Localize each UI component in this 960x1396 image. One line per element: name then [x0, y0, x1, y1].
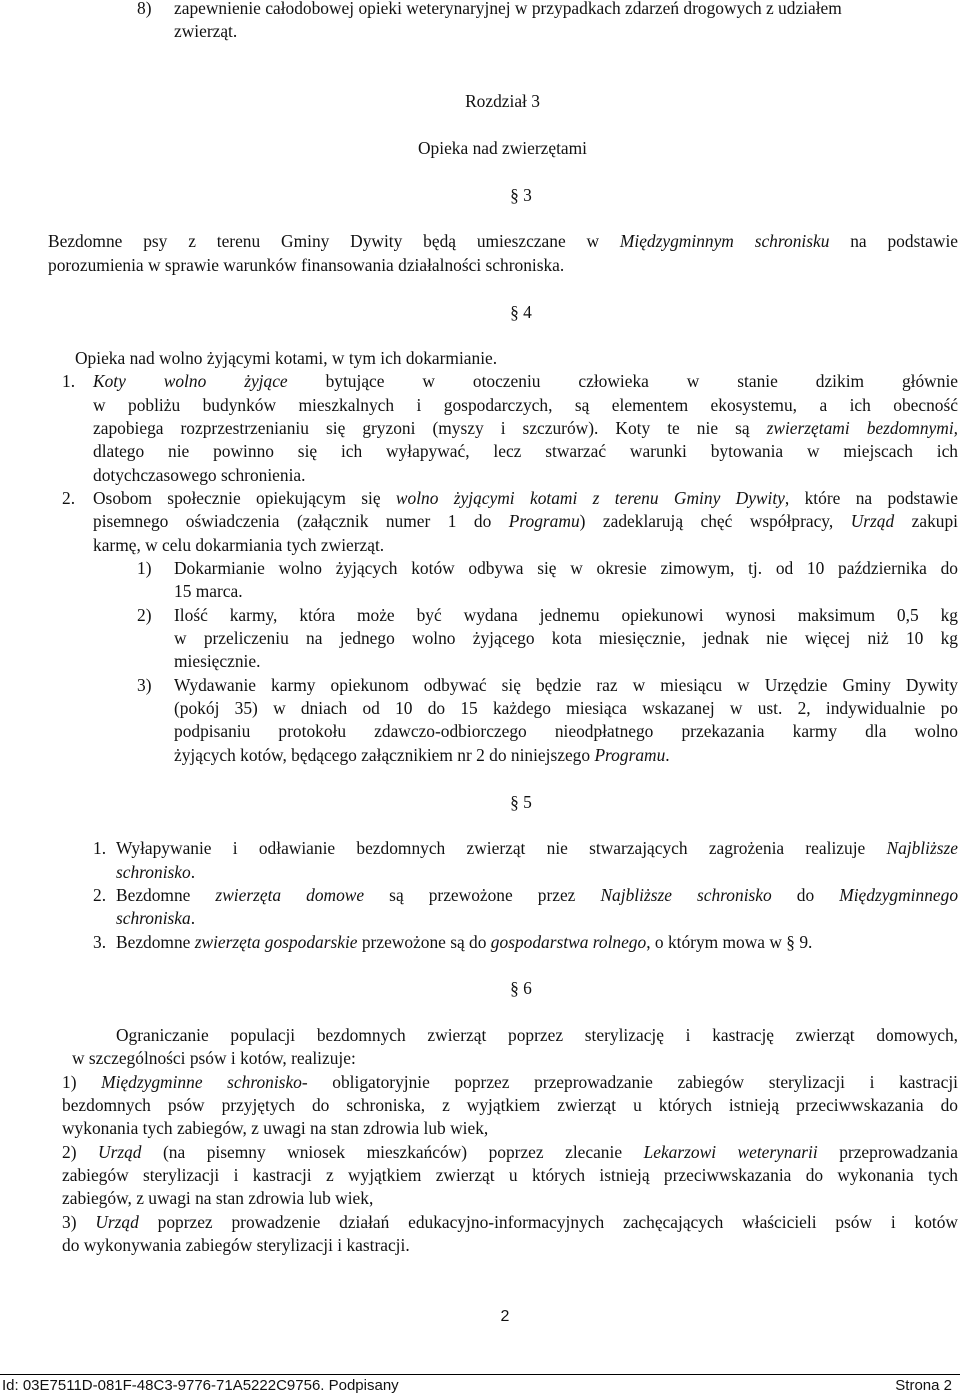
section-sign: § 5	[510, 792, 532, 812]
paragraph-line: 15 marca.	[174, 581, 243, 601]
paragraph-line: 2) Urząd (na pisemny wniosek mieszkańców) poprzez zlecanie Lekarzowi weterynarii przeprowadzania	[62, 1142, 958, 1162]
paragraph-line: Dokarmianie wolno żyjących kotów odbywa się w okresie zimowym, tj. od 10 października do	[174, 558, 958, 578]
paragraph-line: zapobiega rozprzestrzenianiu się gryzoni (myszy i szczurów). Koty te nie są zwierzętami bezdomnymi,	[93, 418, 958, 438]
paragraph-line: Osobom społecznie opiekującym się wolno żyjącymi kotami z terenu Gminy Dywity, które na podstawie	[93, 488, 958, 508]
paragraph-line: 1) Międzygminne schronisko- obligatoryjnie poprzez przeprowadzanie zabiegów sterylizacji i kastracji	[62, 1072, 958, 1092]
paragraph-line: Bezdomne zwierzęta gospodarskie przewożone są do gospodarstwa rolnego, o którym mowa w § 9.	[116, 932, 813, 952]
paragraph-line: dotychczasowego schronienia.	[93, 465, 306, 485]
section-sign: § 4	[510, 302, 532, 322]
list-number: 1.	[93, 838, 107, 858]
paragraph-line: wykonania tych zabiegów, z uwagi na stan zdrowia lub wiek,	[62, 1118, 489, 1138]
document-id: Id: 03E7511D-081F-48C3-9776-71A5222C9756. Podpisany	[2, 1377, 399, 1394]
paragraph-line: w pobliżu budynków mieszkalnych i gospodarczych, są elementem ekosystemu, a ich obecność	[93, 395, 958, 415]
paragraph-line: porozumienia w sprawie warunków finansowania działalności schroniska.	[48, 255, 565, 275]
list-number: 3.	[93, 932, 107, 952]
paragraph-line: Wyłapywanie i odławianie bezdomnych zwierząt nie stwarzających zagrożenia realizuje Najbliższe	[116, 838, 958, 858]
list-number: 2.	[62, 488, 76, 508]
list-number: 2)	[137, 605, 152, 625]
list-number: 1)	[62, 1072, 77, 1092]
paragraph-line: Ograniczanie populacji bezdomnych zwierząt poprzez sterylizację i kastrację zwierząt domowych,	[116, 1025, 958, 1045]
paragraph-line: pisemnego oświadczenia (załącznik numer 1 do Programu) zadeklarują chęć współpracy, Urząd zakupi	[93, 511, 959, 531]
paragraph-line: podpisaniu protokołu zdawczo-odbiorczego nieodpłatnego przekazania karmy dla wolno	[174, 721, 958, 741]
section-sign: § 6	[510, 978, 532, 998]
list-number: 3)	[62, 1212, 77, 1232]
list-number: 1.	[62, 371, 76, 391]
paragraph-line: Ilość karmy, która może być wydana jednemu opiekunowi wynosi maksimum 0,5 kg	[174, 605, 958, 625]
footer-divider	[0, 1374, 960, 1375]
continuation-line: zapewnienie całodobowej opieki weterynaryjnej w przypadkach zdarzeń drogowych z udziałem	[174, 0, 842, 18]
section-sign: § 3	[510, 185, 532, 205]
paragraph-line: Bezdomne zwierzęta domowe są przewożone przez Najbliższe schronisko do Międzygminnego	[116, 885, 959, 905]
paragraph-line: (pokój 35) w dniach od 10 do 15 każdego miesiąca wskazanej w ust. 2, indywidualnie po	[174, 698, 958, 718]
paragraph-line: schroniska.	[116, 908, 196, 928]
list-number: 1)	[137, 558, 152, 578]
paragraph-line: karmę, w celu dokarmiania tych zwierząt.	[93, 535, 385, 555]
list-number: 2)	[62, 1142, 77, 1162]
list-number: 8)	[137, 0, 152, 18]
chapter-number: Rozdział 3	[465, 91, 540, 111]
paragraph-line: 3) Urząd poprzez prowadzenie działań edukacyjno-informacyjnych zachęcających właścicieli psów i kotów	[62, 1212, 958, 1232]
continuation-line: zwierząt.	[174, 21, 238, 41]
paragraph-line: zabiegów, z uwagi na stan zdrowia lub wiek,	[62, 1188, 374, 1208]
paragraph-line: Wydawanie karmy opiekunom odbywać się będzie raz w miesiącu w Urzędzie Gminy Dywity	[174, 675, 958, 695]
paragraph-line: dlatego nie powinno się ich wyłapywać, lecz stwarzać warunki bytowania w miejscach ich	[93, 441, 958, 461]
paragraph-line: Koty wolno żyjące bytujące w otoczeniu człowieka w stanie dzikim głównie	[93, 371, 958, 391]
page-indicator: Strona 2	[895, 1377, 952, 1394]
paragraph-line: schronisko.	[116, 862, 196, 882]
list-number: 3)	[137, 675, 152, 695]
section-heading: Opieka nad wolno żyjącymi kotami, w tym ich dokarmianie.	[75, 348, 498, 368]
paragraph-line: miesięcznie.	[174, 651, 261, 671]
paragraph-line: bezdomnych psów przyjętych do schroniska, z wyjątkiem zwierząt u których istnieją przeciwwskazania do	[62, 1095, 958, 1115]
paragraph-line: w szczególności psów i kotów, realizuje:	[72, 1048, 356, 1068]
paragraph-line: w przeliczeniu na jednego wolno żyjącego kota miesięcznie, jednak nie więcej niż 10 kg	[174, 628, 958, 648]
paragraph-line: żyjących kotów, będącego załącznikiem nr 2 do niniejszego Programu.	[174, 745, 670, 765]
list-number: 2.	[93, 885, 107, 905]
paragraph-line: zabiegów sterylizacji i kastracji z wyjątkiem zwierząt u których istnieją przeciwwskazania do wykonania tych	[62, 1165, 958, 1185]
chapter-title: Opieka nad zwierzętami	[418, 138, 587, 158]
paragraph-line: Bezdomne psy z terenu Gminy Dywity będą umieszczane w Międzygminnym schronisku na podstawie	[48, 231, 958, 251]
page-number: 2	[500, 1308, 510, 1325]
paragraph-line: do wykonywania zabiegów sterylizacji i kastracji.	[62, 1235, 410, 1255]
